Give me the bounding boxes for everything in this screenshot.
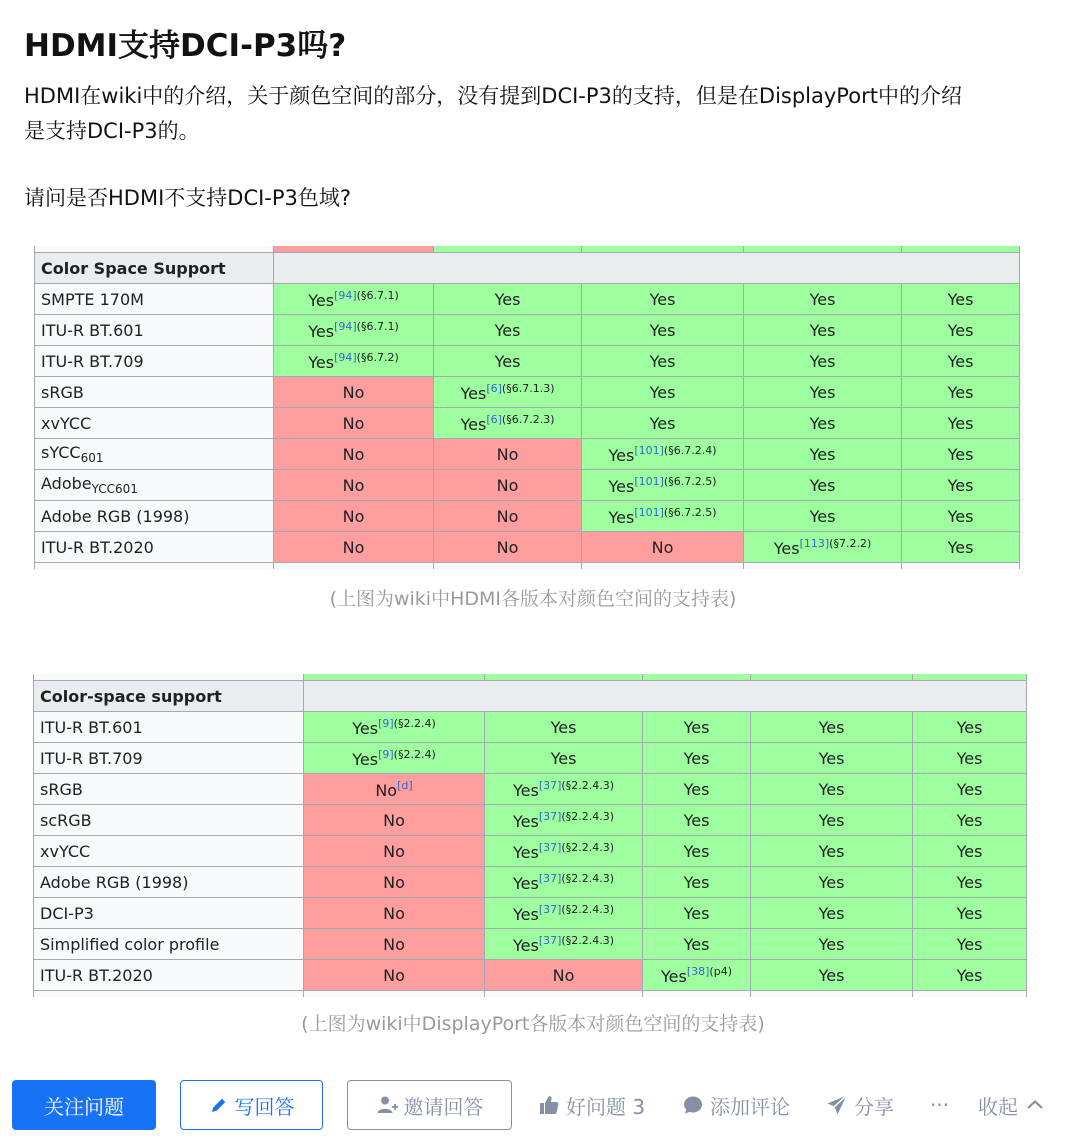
citation[interactable] — [539, 934, 614, 947]
support-cell-yes: Yes — [582, 408, 744, 439]
support-cell-yes: Yes — [902, 346, 1020, 377]
support-cell-yes: Yes$^{[101](\S 6.7.2.5)}$ — [582, 501, 744, 532]
support-cell-yes: Yes — [744, 377, 902, 408]
table-strip-cell — [643, 991, 751, 998]
support-cell-no: No — [582, 532, 744, 563]
citation[interactable] — [334, 320, 399, 333]
support-cell-yes: Yes — [744, 470, 902, 501]
support-cell-yes: Yes — [751, 805, 913, 836]
support-cell-yes: Yes — [744, 284, 902, 315]
support-cell-yes: Yes — [751, 867, 913, 898]
support-cell-yes: Yes$^{[37](\S 2.2.4.3)}$ — [485, 805, 643, 836]
table-row — [35, 470, 1020, 501]
table-section-header: Color Space Support — [35, 253, 274, 284]
support-cell-yes: Yes — [485, 712, 643, 743]
table-header-row — [35, 253, 1020, 284]
support-cell-yes: Yes$^{[37](\S 2.2.4.3)}$ — [485, 867, 643, 898]
table-row — [34, 805, 1027, 836]
more-options-button[interactable] — [930, 1080, 949, 1130]
share-label: 分享 — [854, 1094, 894, 1119]
support-cell-yes: Yes — [643, 929, 751, 960]
invite-answer-label: 邀请回答 — [403, 1094, 484, 1119]
support-cell-yes: Yes — [913, 774, 1027, 805]
table-strip-cell — [751, 991, 913, 998]
good-question-label: 好问题 3 — [566, 1094, 646, 1119]
support-cell-yes: Yes$^{[94](\S 6.7.1)}$ — [274, 315, 434, 346]
chevron-up-icon — [1024, 1094, 1046, 1116]
support-cell-yes: Yes — [902, 284, 1020, 315]
support-cell-yes: Yes — [643, 774, 751, 805]
support-cell-no: No — [274, 377, 434, 408]
question-action-bar — [0, 1080, 1066, 1130]
support-cell-yes: Yes — [643, 743, 751, 774]
citation[interactable] — [634, 506, 716, 519]
support-cell-yes: Yes — [485, 743, 643, 774]
table-row — [35, 532, 1020, 563]
citation[interactable] — [687, 965, 732, 978]
citation[interactable] — [539, 872, 614, 885]
support-cell-yes: Yes — [751, 712, 913, 743]
citation-link[interactable]: [94] — [334, 288, 357, 302]
support-cell-yes: Yes — [582, 315, 744, 346]
citation-section: (§6.7.2) — [356, 350, 399, 364]
row-label: sRGB — [34, 774, 304, 805]
support-cell-no: No — [274, 439, 434, 470]
row-label: xvYCC — [35, 408, 274, 439]
table-header-fill — [304, 681, 1027, 712]
support-cell-yes: Yes — [913, 929, 1027, 960]
support-cell-yes: Yes$^{[38](p4)}$ — [643, 960, 751, 991]
support-cell-yes: Yes — [582, 284, 744, 315]
table-strip-cell — [35, 563, 274, 570]
support-cell-yes: Yes — [434, 284, 582, 315]
citation-link[interactable]: [9] — [378, 747, 394, 761]
citation-section: (§2.2.4.3) — [561, 902, 614, 916]
support-cell-yes: Yes — [643, 898, 751, 929]
support-cell-no: No — [434, 501, 582, 532]
row-label: ITU-R BT.2020 — [35, 532, 274, 563]
table-header-row — [34, 681, 1027, 712]
table-header-fill — [274, 253, 1020, 284]
hdmi-table-caption: (上图为wiki中HDMI各版本对颜色空间的支持表) — [329, 588, 737, 610]
support-cell-yes: Yes — [751, 960, 913, 991]
support-cell-yes: Yes — [751, 774, 913, 805]
citation-section: (§6.7.2.5) — [663, 505, 717, 519]
support-cell-yes: Yes — [913, 743, 1027, 774]
citation-section: (§2.2.4.3) — [561, 809, 614, 823]
support-cell-no: No — [434, 470, 582, 501]
support-cell-yes: Yes — [582, 346, 744, 377]
write-answer-label: 写回答 — [234, 1094, 295, 1119]
table-row — [35, 346, 1020, 377]
table-strip-cell — [274, 563, 434, 570]
support-cell-yes: Yes$^{[37](\S 2.2.4.3)}$ — [485, 898, 643, 929]
collapse-button[interactable] — [978, 1080, 1046, 1130]
support-cell-no: No — [304, 929, 485, 960]
support-cell-no: No — [304, 836, 485, 867]
table-row — [34, 774, 1027, 805]
table-strip-cell — [304, 991, 485, 998]
citation-link[interactable]: [94] — [334, 319, 357, 333]
citation-link[interactable]: [37] — [538, 809, 562, 823]
support-cell-no: No — [434, 439, 582, 470]
follow-question-label: 关注问题 — [44, 1094, 124, 1119]
table-row — [35, 501, 1020, 532]
table-row — [35, 408, 1020, 439]
support-cell-no: No[d] — [304, 774, 485, 805]
row-label: sRGB — [35, 377, 274, 408]
support-cell-yes: Yes — [913, 960, 1027, 991]
paper-plane-icon — [826, 1094, 848, 1116]
citation-link[interactable]: [113] — [799, 536, 830, 550]
support-cell-yes: Yes$^{[37](\S 2.2.4.3)}$ — [485, 774, 643, 805]
good-question-button[interactable] — [538, 1080, 645, 1130]
support-cell-no: No — [485, 960, 643, 991]
table-row — [34, 712, 1027, 743]
row-label: ITU-R BT.2020 — [34, 960, 304, 991]
citation-section: (§6.7.1.3) — [501, 381, 555, 395]
add-comment-button[interactable] — [682, 1080, 790, 1130]
support-cell-no: No — [274, 532, 434, 563]
support-cell-yes: Yes — [751, 743, 913, 774]
support-cell-yes: Yes$^{[6](\S 6.7.1.3)}$ — [434, 377, 582, 408]
support-cell-yes: Yes — [902, 470, 1020, 501]
table-bottom-strip — [34, 991, 1027, 998]
row-label: DCI-P3 — [34, 898, 304, 929]
citation-section: (§7.2.2) — [829, 536, 872, 550]
table-row — [34, 929, 1027, 960]
support-cell-yes: Yes$^{[113](\S 7.2.2)}$ — [744, 532, 902, 563]
row-label: Adobe RGB (1998) — [35, 501, 274, 532]
support-cell-yes: Yes — [902, 501, 1020, 532]
support-cell-yes: Yes$^{[9](\S 2.2.4)}$ — [304, 712, 485, 743]
support-cell-yes: Yes — [643, 712, 751, 743]
citation-link[interactable]: [37] — [538, 902, 562, 916]
citation[interactable] — [486, 413, 554, 426]
share-button[interactable] — [826, 1080, 894, 1130]
support-cell-yes: Yes — [582, 377, 744, 408]
citation-section: (§2.2.4) — [393, 747, 436, 761]
citation[interactable] — [634, 475, 716, 488]
support-cell-no: No — [304, 867, 485, 898]
more-options-label: ··· — [930, 1093, 950, 1117]
citation-section: (§6.7.1) — [356, 319, 399, 333]
table-row — [35, 439, 1020, 470]
support-cell-yes: Yes — [913, 898, 1027, 929]
thumbs-up-icon — [538, 1094, 560, 1116]
citation[interactable] — [378, 717, 436, 730]
row-label: SMPTE 170M — [35, 284, 274, 315]
citation[interactable] — [378, 748, 436, 761]
question-body-line-1: HDMI在wiki中的介绍，关于颜色空间的部分，没有提到DCI-P3的支持，但是在DisplayPort中的介绍 — [24, 84, 962, 108]
follow-question-button[interactable] — [12, 1080, 156, 1130]
citation-link[interactable]: [6] — [486, 412, 502, 426]
displayport-color-space-table — [33, 674, 1027, 997]
support-cell-yes: Yes — [751, 836, 913, 867]
citation-section: (§2.2.4.3) — [561, 933, 614, 947]
table-row — [35, 284, 1020, 315]
citation-section: (p4) — [709, 964, 732, 978]
row-label: Adobe$_{YCC601}$ — [35, 470, 274, 501]
invite-user-icon — [376, 1094, 398, 1116]
support-cell-yes: Yes — [751, 929, 913, 960]
row-label: ITU-R BT.601 — [34, 712, 304, 743]
citation-link[interactable]: [101] — [634, 474, 664, 488]
citation[interactable] — [397, 779, 413, 792]
invite-answer-button[interactable] — [347, 1080, 512, 1130]
citation-link[interactable]: [6] — [486, 381, 502, 395]
support-cell-no: No — [304, 898, 485, 929]
table-strip-cell — [485, 991, 643, 998]
citation-section: (§6.7.2.4) — [663, 443, 717, 457]
citation[interactable] — [539, 779, 614, 792]
citation-link[interactable]: [d] — [397, 778, 413, 792]
table-row — [34, 836, 1027, 867]
question-body-line-3: 请问是否HDMI不支持DCI-P3色域? — [24, 186, 352, 210]
citation-link[interactable]: [37] — [538, 871, 562, 885]
citation[interactable] — [334, 351, 399, 364]
support-cell-yes: Yes — [751, 898, 913, 929]
support-cell-yes: Yes — [643, 836, 751, 867]
support-cell-no: No — [274, 501, 434, 532]
table-row — [35, 315, 1020, 346]
citation-link[interactable]: [94] — [334, 350, 357, 364]
citation-link[interactable]: [38] — [686, 964, 710, 978]
row-label: scRGB — [34, 805, 304, 836]
citation-link[interactable]: [37] — [538, 778, 562, 792]
support-cell-yes: Yes — [913, 805, 1027, 836]
support-cell-yes: Yes — [913, 836, 1027, 867]
support-cell-yes: Yes — [744, 439, 902, 470]
support-cell-yes: Yes$^{[6](\S 6.7.2.3)}$ — [434, 408, 582, 439]
citation-section: (§2.2.4.3) — [561, 840, 614, 854]
table-strip-cell — [902, 563, 1020, 570]
support-cell-yes: Yes — [744, 346, 902, 377]
support-cell-no: No — [304, 960, 485, 991]
row-label: ITU-R BT.709 — [35, 346, 274, 377]
comment-bubble-icon — [682, 1094, 704, 1116]
table-strip-cell — [744, 563, 902, 570]
row-label: xvYCC — [34, 836, 304, 867]
pencil-icon — [209, 1095, 229, 1115]
support-cell-yes: Yes — [643, 867, 751, 898]
support-cell-yes: Yes — [434, 315, 582, 346]
table-row — [35, 377, 1020, 408]
table-strip-cell — [582, 563, 744, 570]
support-cell-yes: Yes — [744, 408, 902, 439]
dp-table-caption: (上图为wiki中DisplayPort各版本对颜色空间的支持表) — [301, 1013, 765, 1035]
citation[interactable] — [634, 444, 716, 457]
support-cell-yes: Yes — [744, 315, 902, 346]
table-strip-cell — [913, 991, 1027, 998]
support-cell-yes: Yes$^{[101](\S 6.7.2.4)}$ — [582, 439, 744, 470]
support-cell-yes: Yes$^{[101](\S 6.7.2.5)}$ — [582, 470, 744, 501]
row-label: ITU-R BT.601 — [35, 315, 274, 346]
support-cell-no: No — [274, 470, 434, 501]
support-cell-yes: Yes$^{[37](\S 2.2.4.3)}$ — [485, 929, 643, 960]
citation[interactable] — [539, 810, 614, 823]
support-cell-no: No — [434, 532, 582, 563]
support-cell-yes: Yes$^{[9](\S 2.2.4)}$ — [304, 743, 485, 774]
citation-link[interactable]: [101] — [634, 443, 664, 457]
support-cell-yes: Yes — [434, 346, 582, 377]
table-row — [34, 743, 1027, 774]
citation-section: (§2.2.4) — [393, 716, 436, 730]
support-cell-no: No — [304, 805, 485, 836]
support-cell-yes: Yes — [913, 867, 1027, 898]
add-comment-label: 添加评论 — [710, 1094, 790, 1119]
question-body-line-2: 是支持DCI-P3的。 — [24, 119, 200, 143]
table-strip-cell — [34, 991, 304, 998]
question-title: HDMI支持DCI-P3吗? — [24, 28, 347, 64]
support-cell-yes: Yes — [902, 377, 1020, 408]
collapse-label: 收起 — [978, 1094, 1018, 1119]
support-cell-yes: Yes$^{[94](\S 6.7.2)}$ — [274, 346, 434, 377]
write-answer-button[interactable] — [180, 1080, 323, 1130]
table-row — [34, 898, 1027, 929]
row-label: sYCC$_{601}$ — [35, 439, 274, 470]
support-cell-yes: Yes — [902, 532, 1020, 563]
citation[interactable] — [539, 903, 614, 916]
citation[interactable] — [539, 841, 614, 854]
table-strip-cell — [434, 563, 582, 570]
support-cell-yes: Yes$^{[37](\S 2.2.4.3)}$ — [485, 836, 643, 867]
citation-section: (§6.7.2.3) — [501, 412, 555, 426]
table-row — [34, 960, 1027, 991]
support-cell-yes: Yes — [744, 501, 902, 532]
citation-link[interactable]: [37] — [538, 933, 562, 947]
citation-section: (§6.7.1) — [356, 288, 399, 302]
citation[interactable] — [800, 537, 872, 550]
support-cell-yes: Yes — [902, 408, 1020, 439]
support-cell-yes: Yes$^{[94](\S 6.7.1)}$ — [274, 284, 434, 315]
citation-section: (§2.2.4.3) — [561, 778, 614, 792]
support-cell-yes: Yes — [902, 315, 1020, 346]
citation[interactable] — [334, 289, 399, 302]
support-cell-yes: Yes — [643, 805, 751, 836]
row-label: Simplified color profile — [34, 929, 304, 960]
citation-section: (§6.7.2.5) — [663, 474, 717, 488]
citation-link[interactable]: [9] — [378, 716, 394, 730]
row-label: ITU-R BT.709 — [34, 743, 304, 774]
row-label: Adobe RGB (1998) — [34, 867, 304, 898]
support-cell-no: No — [274, 408, 434, 439]
citation-link[interactable]: [101] — [634, 505, 664, 519]
hdmi-color-space-table — [34, 246, 1020, 569]
table-row — [34, 867, 1027, 898]
citation[interactable] — [486, 382, 554, 395]
support-cell-yes: Yes — [913, 712, 1027, 743]
citation-link[interactable]: [37] — [538, 840, 562, 854]
table-bottom-strip — [35, 563, 1020, 570]
support-cell-yes: Yes — [902, 439, 1020, 470]
table-section-header: Color-space support — [34, 681, 304, 712]
citation-section: (§2.2.4.3) — [561, 871, 614, 885]
